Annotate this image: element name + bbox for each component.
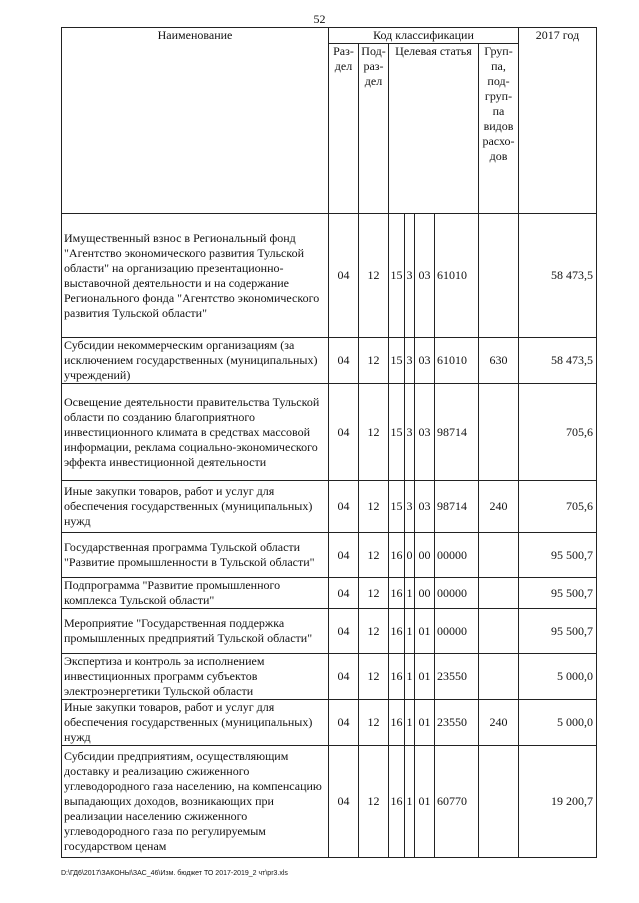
row-section: 04 bbox=[329, 654, 359, 700]
row-amount: 58 473,5 bbox=[519, 338, 597, 384]
file-path-footer: D:\ГД6\2017\ЗАКОНЫ\ЗАС_46\Изм. бюджет ТО 2017-2019_2 чт\pr3.xls bbox=[61, 870, 288, 877]
row-target-subprogram: 1 bbox=[405, 654, 415, 700]
row-section: 04 bbox=[329, 481, 359, 533]
table-row bbox=[62, 654, 597, 700]
budget-table bbox=[61, 27, 597, 858]
row-amount: 95 500,7 bbox=[519, 533, 597, 578]
row-amount: 705,6 bbox=[519, 384, 597, 481]
row-target-subprogram: 1 bbox=[405, 700, 415, 746]
row-section: 04 bbox=[329, 746, 359, 858]
row-target-subprogram: 0 bbox=[405, 533, 415, 578]
row-target-program: 15 bbox=[389, 384, 405, 481]
table-row bbox=[62, 578, 597, 609]
row-name: Освещение деятельности правительства Тульской области по созданию благоприятного инвестиционного климата в средствах массовой информации, реклама социально-экономического эффекта инвестиционной деятельности bbox=[62, 384, 329, 481]
row-target-event: 03 bbox=[415, 338, 435, 384]
row-section: 04 bbox=[329, 609, 359, 654]
row-target-program: 16 bbox=[389, 533, 405, 578]
row-subsection: 12 bbox=[359, 533, 389, 578]
row-name: Субсидии некоммерческим организациям (за исключением государственных (муниципальных) учреждений) bbox=[62, 338, 329, 384]
row-subsection: 12 bbox=[359, 700, 389, 746]
table-row bbox=[62, 384, 597, 481]
row-expense-group: 240 bbox=[479, 481, 519, 533]
row-target-program: 16 bbox=[389, 654, 405, 700]
table-row bbox=[62, 481, 597, 533]
row-subsection: 12 bbox=[359, 654, 389, 700]
table-row bbox=[62, 338, 597, 384]
row-target-event: 01 bbox=[415, 700, 435, 746]
row-target-program: 16 bbox=[389, 578, 405, 609]
row-name: Имущественный взнос в Региональный фонд "Агентство экономического развития Тульской области" на организацию презентационно-выставочной деятельности и на содержание Регионального фонда "Агентство экономического развития Тульской области" bbox=[62, 214, 329, 338]
row-subsection: 12 bbox=[359, 746, 389, 858]
header-section: Раз- дел bbox=[329, 44, 359, 214]
row-amount: 95 500,7 bbox=[519, 578, 597, 609]
row-amount: 95 500,7 bbox=[519, 609, 597, 654]
row-section: 04 bbox=[329, 384, 359, 481]
row-target-subprogram: 3 bbox=[405, 214, 415, 338]
row-target-event: 03 bbox=[415, 214, 435, 338]
header-name: Наименование bbox=[62, 28, 329, 214]
row-expense-group bbox=[479, 533, 519, 578]
row-target-subprogram: 3 bbox=[405, 338, 415, 384]
row-target-event: 00 bbox=[415, 578, 435, 609]
row-expense-group bbox=[479, 609, 519, 654]
row-section: 04 bbox=[329, 533, 359, 578]
row-name: Субсидии предприятиям, осуществляющим доставку и реализацию сжиженного углеводородного газа населению, на компенсацию выпадающих доходов, возникающих при реализации населению сжиженного углеводородного газа по регулируемым государством ценам bbox=[62, 746, 329, 858]
header-target: Целевая статья bbox=[389, 44, 479, 214]
table-row bbox=[62, 609, 597, 654]
row-section: 04 bbox=[329, 338, 359, 384]
row-amount: 705,6 bbox=[519, 481, 597, 533]
row-name: Мероприятие "Государственная поддержка промышленных предприятий Тульской области" bbox=[62, 609, 329, 654]
row-target-direction: 98714 bbox=[435, 384, 479, 481]
row-target-event: 01 bbox=[415, 609, 435, 654]
row-target-direction: 98714 bbox=[435, 481, 479, 533]
row-target-direction: 00000 bbox=[435, 533, 479, 578]
row-expense-group bbox=[479, 746, 519, 858]
row-name: Экспертиза и контроль за исполнением инвестиционных программ субъектов электроэнергетики Тульской области bbox=[62, 654, 329, 700]
row-amount: 5 000,0 bbox=[519, 700, 597, 746]
row-target-program: 15 bbox=[389, 214, 405, 338]
row-amount: 19 200,7 bbox=[519, 746, 597, 858]
row-section: 04 bbox=[329, 214, 359, 338]
row-expense-group bbox=[479, 578, 519, 609]
row-target-event: 01 bbox=[415, 746, 435, 858]
row-name: Государственная программа Тульской области "Развитие промышленности в Тульской области" bbox=[62, 533, 329, 578]
row-amount: 58 473,5 bbox=[519, 214, 597, 338]
row-name: Подпрограмма "Развитие промышленного комплекса Тульской области" bbox=[62, 578, 329, 609]
table-row bbox=[62, 700, 597, 746]
row-target-direction: 60770 bbox=[435, 746, 479, 858]
row-target-program: 16 bbox=[389, 609, 405, 654]
table-row bbox=[62, 746, 597, 858]
row-section: 04 bbox=[329, 700, 359, 746]
row-target-event: 00 bbox=[415, 533, 435, 578]
row-expense-group bbox=[479, 384, 519, 481]
row-name: Иные закупки товаров, работ и услуг для обеспечения государственных (муниципальных) нужд bbox=[62, 700, 329, 746]
row-target-event: 03 bbox=[415, 481, 435, 533]
row-target-direction: 61010 bbox=[435, 338, 479, 384]
row-target-direction: 23550 bbox=[435, 700, 479, 746]
row-target-direction: 23550 bbox=[435, 654, 479, 700]
page-number: 52 bbox=[313, 12, 326, 26]
row-target-subprogram: 1 bbox=[405, 746, 415, 858]
row-expense-group bbox=[479, 214, 519, 338]
row-expense-group: 630 bbox=[479, 338, 519, 384]
row-subsection: 12 bbox=[359, 214, 389, 338]
row-subsection: 12 bbox=[359, 481, 389, 533]
table-row bbox=[62, 533, 597, 578]
row-target-event: 03 bbox=[415, 384, 435, 481]
row-subsection: 12 bbox=[359, 609, 389, 654]
row-subsection: 12 bbox=[359, 578, 389, 609]
row-section: 04 bbox=[329, 578, 359, 609]
row-subsection: 12 bbox=[359, 384, 389, 481]
row-amount: 5 000,0 bbox=[519, 654, 597, 700]
row-target-program: 15 bbox=[389, 338, 405, 384]
row-target-program: 16 bbox=[389, 700, 405, 746]
row-target-subprogram: 3 bbox=[405, 481, 415, 533]
row-target-direction: 61010 bbox=[435, 214, 479, 338]
row-expense-group bbox=[479, 654, 519, 700]
row-target-subprogram: 1 bbox=[405, 578, 415, 609]
row-name: Иные закупки товаров, работ и услуг для обеспечения государственных (муниципальных) нужд bbox=[62, 481, 329, 533]
header-group: Груп- па, под- груп- па видов расхо- дов bbox=[479, 44, 519, 214]
row-target-program: 16 bbox=[389, 746, 405, 858]
row-target-direction: 00000 bbox=[435, 578, 479, 609]
header-code: Код классификации bbox=[329, 28, 519, 44]
header-year: 2017 год bbox=[519, 28, 597, 214]
table-row bbox=[62, 214, 597, 338]
row-subsection: 12 bbox=[359, 338, 389, 384]
row-target-subprogram: 3 bbox=[405, 384, 415, 481]
row-target-program: 15 bbox=[389, 481, 405, 533]
row-target-direction: 00000 bbox=[435, 609, 479, 654]
row-target-event: 01 bbox=[415, 654, 435, 700]
header-subsection: Под- раз- дел bbox=[359, 44, 389, 214]
row-expense-group: 240 bbox=[479, 700, 519, 746]
row-target-subprogram: 1 bbox=[405, 609, 415, 654]
